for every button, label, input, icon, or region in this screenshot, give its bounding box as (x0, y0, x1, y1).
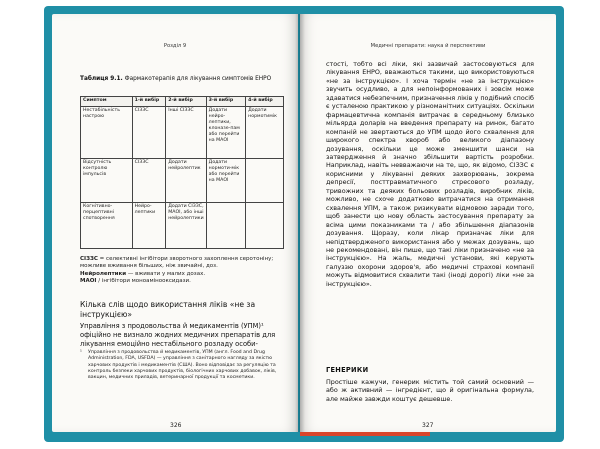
table-cell: Додати нормотимік (246, 106, 284, 158)
left-running-head: Розділ 9 (163, 43, 187, 49)
right-page (300, 14, 556, 432)
table-cell: Додати нейролептик (166, 158, 206, 202)
left-body-text: Управління з продовольства й медикаментів (УПМ)¹ офіційно не визнало жодних медичних препаратів для лікування емоційно нестабільного розладу особи- (80, 322, 276, 348)
therapy-table (80, 96, 284, 249)
generics-body-text: Простіше кажучи, генерик містить той самий основний — або ж активний — інгредієнт, що й оригінальна формула, але майже завжди коштує дешевше. (326, 378, 534, 403)
abbreviation-item (80, 271, 288, 278)
table-caption (80, 76, 285, 82)
table-cell: Додати СІЗЗС, МАОІ, або інші нейролептики (166, 202, 206, 248)
table-cell: Інші СІЗЗС (166, 106, 206, 158)
table-cell (246, 202, 284, 248)
table-header-cell: 4-й вибір (246, 97, 284, 107)
table-cell (206, 202, 245, 248)
table-cell: СІЗЗС (132, 158, 166, 202)
abbreviation-text: / інгібітори моноамінооксидази. (96, 277, 191, 284)
table-header-cell: Симптом (81, 97, 133, 107)
table-cell: Відсутність контролю імпульсів (81, 158, 133, 202)
right-body-text: стості, тобто всі ліки, які зазвичай застосовуються для лікування ЕНРО, вважаються такими, що використовуються «не за інструкцією». І хоча термін «не за інструкцією» звучить осудливо, а для непоінформованих і зовсім може здаватися небезпечним, призначення ліків у подібний спосіб є усталеною практикою у різноманітних ситуаціях. Оскільки фармацевтична компанія витрачає в середньому близько мільярда доларів на введення препарату на ринок, багато компаній не звертаються до УПМ щодо його схвалення для широкого спектра хвороб або великого діапазону дозування, оскільки це може зменшити шанси на затвердження й значно збільшити вартість розробки. Наприклад, навіть невважаючи на те, що, як відомо, СІЗЗС є корисними у лікуванні деяких захворювань, зокрема депресії, посттравматичного стресового розладу, тривожних та деяких больових розладів, виробник ліків, можливо, не схоче додатково витрачатися на отримання схвалення УПМ, а також ризикувати відмовою заради того, щоб занести цю нову область застосування препарату за всіма цими показниками та / або збільшення діапазонів дозування. Щоразу, коли лікар призначає ліки для непідтвердженого використання або у межах дозувань, що не рекомендовані, він пише, що такі ліки призначено «не за інструкцією». На жаль, медичні установи, які керують галуззю охорони здоров'я, або медичні страхові компанії можуть відмовитися схвалити такі (іноді дорогі) ліки «не за інструкцією». (326, 60, 534, 288)
left-page (52, 14, 298, 432)
table-cell: СІЗЗС (132, 106, 166, 158)
table-row (81, 158, 284, 202)
table-cell: Нестабільність настрою (81, 106, 133, 158)
table-header-cell: 3-й вибір (206, 97, 245, 107)
left-page-number: 326 (170, 422, 182, 429)
table-row (81, 106, 284, 158)
table-caption-label: Таблиця 9.1. (80, 76, 123, 82)
section-heading: Кілька слів щодо використання ліків «не за інструкцією» (80, 300, 256, 319)
abbreviation-list (80, 256, 288, 285)
right-page-number: 327 (422, 422, 434, 429)
footnote (80, 350, 286, 381)
right-running-head: Медичні препарати: наука й перспективи (370, 43, 486, 49)
table-header-cell: 2-й вибір (166, 97, 206, 107)
abbreviation-item (80, 256, 288, 271)
table-header-cell: 1-й вибір (132, 97, 166, 107)
abbreviation-term: МАОІ (80, 277, 97, 284)
table-header-row (81, 97, 284, 107)
abbreviation-term: СІЗЗС (80, 256, 98, 262)
book-spine-shadow (295, 14, 305, 432)
table-cell: Додати нейро-лептики, клоназе-пам або перейти на МАОІ (206, 106, 245, 158)
table-caption-text: Фармакотерапія для лікування симптомів ЕНРО (122, 76, 272, 82)
footnote-text: Управління з продовольства й медикаментів, УПМ (англ. Food and Drug Administration, FDA, USFDA) — управління з санітарного нагляду за якістю харчових продуктів і медикаментів (США). Воно відповідає за регуляцію та контроль безпеки харчових продуктів, біологічних харчових добавок, ліків, вакцин, медичних приладів, ветеринарної продукції та косметики. (88, 350, 277, 380)
abbreviation-term: Нейролептики (80, 270, 127, 277)
footnote-mark: ¹ (80, 350, 82, 355)
table-cell (246, 158, 284, 202)
abbreviation-text: — вживати у малих дозах. (126, 270, 206, 277)
generics-heading: ГЕНЕРИКИ (326, 366, 369, 374)
table-row (81, 202, 284, 248)
abbreviation-text: = селективні інгібітори зворотного захоплення серотоніну; можливе вживання більших, ніж звичайні, доз. (80, 256, 274, 270)
table-cell: Нейро-лептики (132, 202, 166, 248)
abbreviation-item (80, 278, 288, 285)
table-cell: Когнітивно-перцептивні спотворення (81, 202, 133, 248)
table-cell: Додати нормоти-мік або перейти на МАОІ (206, 158, 245, 202)
